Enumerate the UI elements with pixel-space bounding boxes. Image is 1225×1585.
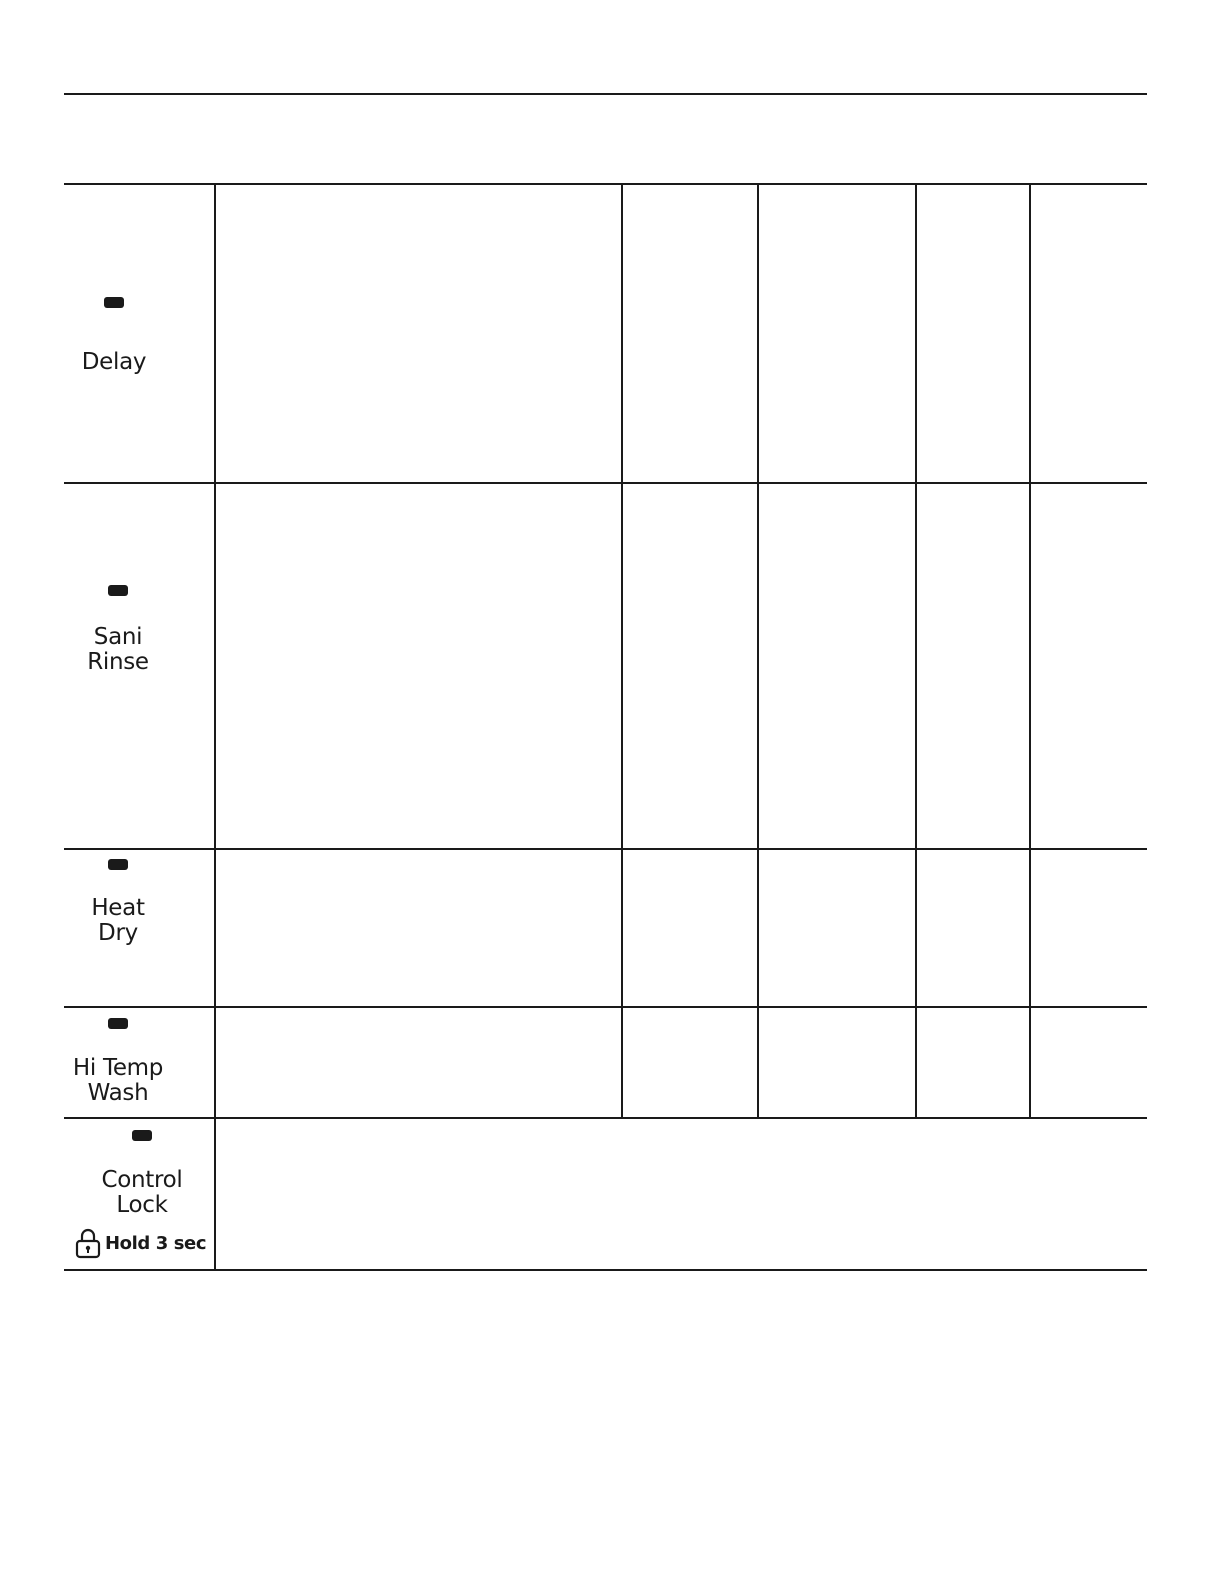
option-label[interactable]: Sani Rinse xyxy=(87,624,149,675)
indicator-light xyxy=(104,297,124,308)
table-cell xyxy=(622,483,758,849)
table-cell xyxy=(1030,184,1147,483)
table-cell xyxy=(1030,483,1147,849)
options-table xyxy=(64,183,1147,1271)
table-cell xyxy=(916,483,1030,849)
option-row-control-lock xyxy=(64,1118,1147,1270)
top-rule xyxy=(64,93,1147,95)
hold-hint xyxy=(75,1227,206,1259)
table-cell xyxy=(916,849,1030,1007)
option-label[interactable]: Delay xyxy=(81,349,147,375)
option-label[interactable]: Hi Temp Wash xyxy=(72,1055,164,1106)
table-cell xyxy=(1030,1007,1147,1118)
option-row-hi-temp-wash xyxy=(64,1007,1147,1118)
description-cell xyxy=(215,184,622,483)
table-cell xyxy=(622,1007,758,1118)
option-label-cell xyxy=(64,1007,215,1118)
description-cell xyxy=(215,483,622,849)
description-cell xyxy=(215,849,622,1007)
table-cell xyxy=(916,184,1030,483)
option-row-delay xyxy=(64,184,1147,483)
option-label-cell xyxy=(64,849,215,1007)
indicator-light xyxy=(108,859,128,870)
indicator-light xyxy=(108,585,128,596)
table-cell xyxy=(758,849,916,1007)
table-cell xyxy=(758,483,916,849)
indicator-light xyxy=(108,1018,128,1029)
table-cell xyxy=(758,1007,916,1118)
description-cell xyxy=(215,1007,622,1118)
table-cell xyxy=(1030,849,1147,1007)
table-cell xyxy=(622,849,758,1007)
hold-hint-text: Hold 3 sec xyxy=(105,1232,207,1254)
option-label[interactable]: Control Lock xyxy=(101,1167,183,1218)
indicator-light xyxy=(132,1130,152,1141)
option-label-cell xyxy=(64,1118,215,1270)
description-cell xyxy=(215,1118,1147,1270)
table-cell xyxy=(758,184,916,483)
option-label[interactable]: Heat Dry xyxy=(91,895,145,946)
option-label-cell xyxy=(64,483,215,849)
option-label-cell xyxy=(64,184,215,483)
table-cell xyxy=(622,184,758,483)
lock-icon xyxy=(75,1227,101,1259)
table-cell xyxy=(916,1007,1030,1118)
option-row-sani-rinse xyxy=(64,483,1147,849)
option-row-heat-dry xyxy=(64,849,1147,1007)
